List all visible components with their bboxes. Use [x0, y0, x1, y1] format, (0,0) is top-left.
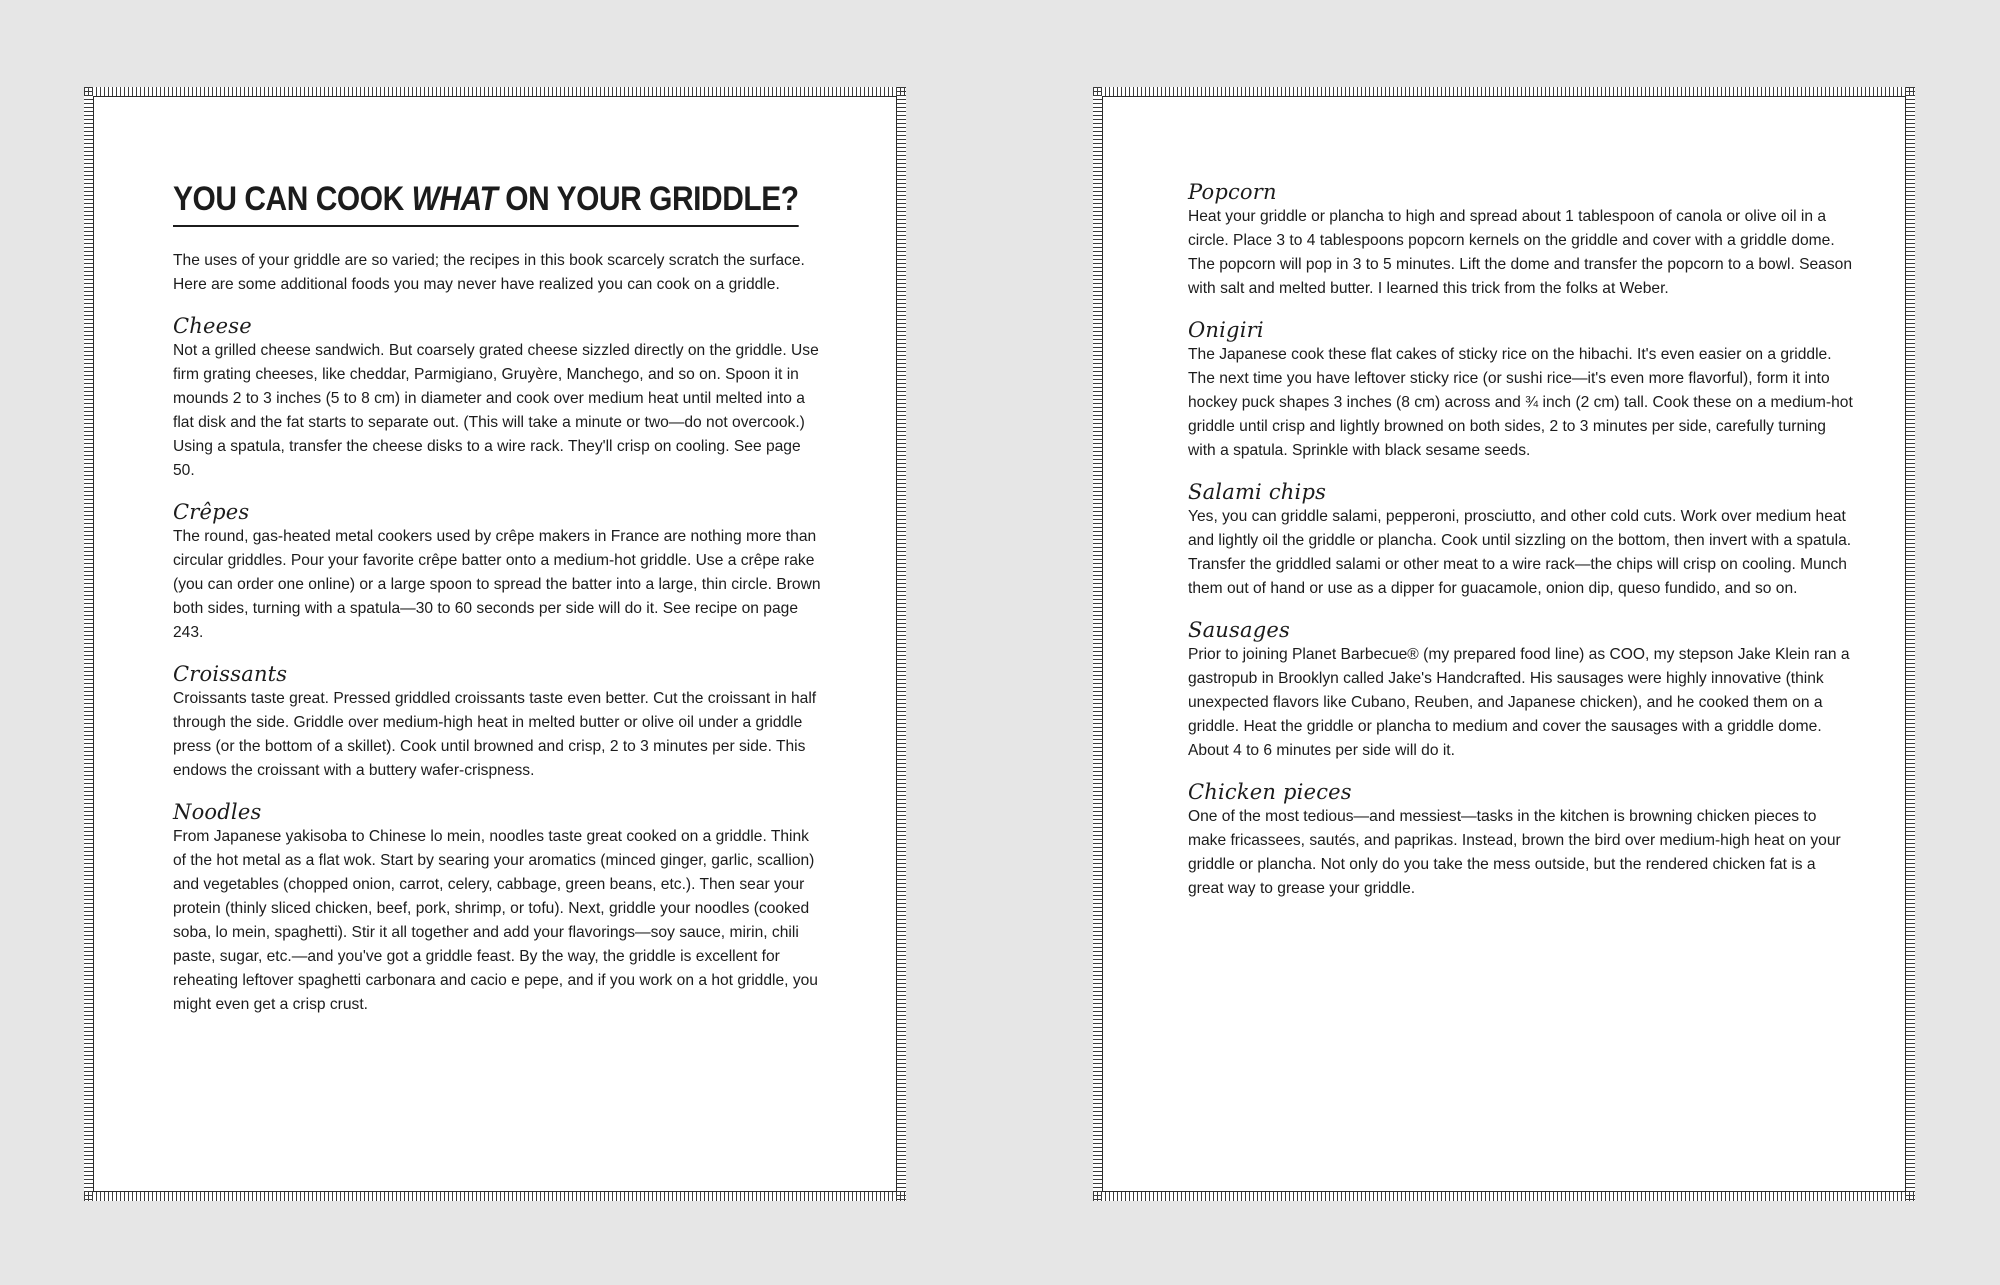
section-heading: Sausages [1188, 618, 1290, 642]
intro-paragraph: The uses of your griddle are so varied; the recipes in this book scarcely scratch the surface. Here are some additional foods you may never have realized you can cook on a griddle. [173, 252, 805, 293]
page-inner-line-left [93, 96, 94, 1192]
page-border-left [84, 87, 93, 1201]
section-onigiri [1188, 317, 1853, 463]
section-body: From Japanese yakisoba to Chinese lo mein, noodles taste great cooked on a griddle. Think of the hot metal as a flat wok. Start by searing your aromatics (minced ginger, garlic, scallion) and vegetables (chopped onion, carrot, celery, cabbage, green beans, etc.). Then sear your protein (thinly sliced chicken, beef, pork, shrimp, or tofu). Next, griddle your noodles (cooked soba, lo mein, spaghetti). Stir it all together and add your flavorings—soy sauce, mirin, chili paste, sugar, etc.—and you've got a griddle feast. By the way, the griddle is excellent for reheating leftover spaghetti carbonara and cacio e pepe, and if you work on a hot griddle, you might even get a crisp crust. [173, 828, 818, 1013]
title-emphasis: WHAT [411, 180, 498, 218]
section-chicken-pieces [1188, 779, 1853, 901]
section-heading: Salami chips [1188, 480, 1327, 504]
section-popcorn [1188, 179, 1853, 301]
page-inner-line-right [1905, 96, 1906, 1192]
page-border-right [897, 87, 906, 1201]
title-part-1: YOU CAN COOK [173, 180, 412, 218]
section-body: The round, gas-heated metal cookers used by crêpe makers in France are nothing more than circular griddles. Pour your favorite crêpe batter onto a medium-hot griddle. Use a crêpe rake (you can order one online) or a large spoon to spread the batter into a large, thin circle. Brown both sides, turning with a spatula—30 to 60 seconds per side will do it. See recipe on page 243. [173, 528, 821, 641]
section-body: The Japanese cook these flat cakes of sticky rice on the hibachi. It's even easier on a griddle. The next time you have leftover sticky rice (or sushi rice—it's even more flavorful), form it into hockey puck shapes 3 inches (8 cm) across and ¾ inch (2 cm) tall. Cook these on a medium-hot griddle until crisp and lightly browned on both sides, 2 to 3 minutes per side, carefully turning with a spatula. Sprinkle with black sesame seeds. [1188, 346, 1853, 459]
right-page-content [1188, 179, 1853, 901]
section-heading: Chicken pieces [1188, 780, 1352, 804]
page-border-top [1093, 87, 1915, 96]
section-cheese [173, 313, 823, 483]
page-inner-line-top [93, 96, 897, 97]
section-heading: Cheese [173, 314, 252, 338]
section-noodles [173, 799, 823, 1017]
page-border-right [1906, 87, 1915, 1201]
left-page [84, 87, 906, 1201]
section-sausages [1188, 617, 1853, 763]
section-heading: Croissants [173, 662, 288, 686]
section-body: One of the most tedious—and messiest—tasks in the kitchen is browning chicken pieces to make fricassees, sautés, and paprikas. Instead, brown the bird over medium-high heat on your griddle or plancha. Not only do you take the mess outside, but the rendered chicken fat is a great way to grease your griddle. [1188, 808, 1841, 897]
section-crepes [173, 499, 823, 645]
page-border-top [84, 87, 906, 96]
page-inner-line-top [1102, 96, 1906, 97]
section-croissants [173, 661, 823, 783]
left-page-content [173, 177, 823, 1017]
section-body: Croissants taste great. Pressed griddled croissants taste even better. Cut the croissant in half through the side. Griddle over medium-high heat in melted butter or olive oil under a griddle press (or the bottom of a skillet). Cook until browned and crisp, 2 to 3 minutes per side. This endows the croissant with a buttery wafer-crispness. [173, 690, 817, 779]
page-border-bottom [1093, 1192, 1915, 1201]
section-salami-chips [1188, 479, 1853, 601]
section-heading: Noodles [173, 800, 262, 824]
page-inner-line-right [896, 96, 897, 1192]
page-inner-line-bottom [93, 1191, 897, 1192]
page-title [173, 177, 799, 227]
right-page [1093, 87, 1915, 1201]
section-body: Yes, you can griddle salami, pepperoni, prosciutto, and other cold cuts. Work over medium heat and lightly oil the griddle or plancha. Cook until sizzling on the bottom, then invert with a spatula. Transfer the griddled salami or other meat to a wire rack—the chips will crisp on cooling. Munch them out of hand or use as a dipper for guacamole, onion dip, queso fundido, and so on. [1188, 508, 1852, 597]
page-border-left [1093, 87, 1102, 1201]
page-inner-line-left [1102, 96, 1103, 1192]
section-body: Heat your griddle or plancha to high and spread about 1 tablespoon of canola or olive oil in a circle. Place 3 to 4 tablespoons popcorn kernels on the griddle and cover with a griddle dome. The popcorn will pop in 3 to 5 minutes. Lift the dome and transfer the popcorn to a bowl. Season with salt and melted butter. I learned this trick from the folks at Weber. [1188, 208, 1852, 297]
title-part-2: ON YOUR GRIDDLE? [497, 180, 799, 218]
section-body: Not a grilled cheese sandwich. But coarsely grated cheese sizzled directly on the griddle. Use firm grating cheeses, like cheddar, Parmigiano, Gruyère, Manchego, and so on. Spoon it in mounds 2 to 3 inches (5 to 8 cm) in diameter and cook over medium heat until melted into a flat disk and the fat starts to separate out. (This will take a minute or two—do not overcook.) Using a spatula, transfer the cheese disks to a wire rack. They'll crisp on cooling. See page 50. [173, 342, 819, 479]
section-body: Prior to joining Planet Barbecue® (my prepared food line) as COO, my stepson Jake Klein ran a gastropub in Brooklyn called Jake's Handcrafted. His sausages were highly innovative (think unexpected flavors like Cubano, Reuben, and Japanese chicken), and he cooked them on a griddle. Heat the griddle or plancha to medium and cover the sausages with a griddle dome. About 4 to 6 minutes per side will do it. [1188, 646, 1850, 759]
page-inner-line-bottom [1102, 1191, 1906, 1192]
section-heading: Crêpes [173, 500, 250, 524]
section-heading: Popcorn [1188, 180, 1277, 204]
page-border-bottom [84, 1192, 906, 1201]
section-heading: Onigiri [1188, 318, 1264, 342]
